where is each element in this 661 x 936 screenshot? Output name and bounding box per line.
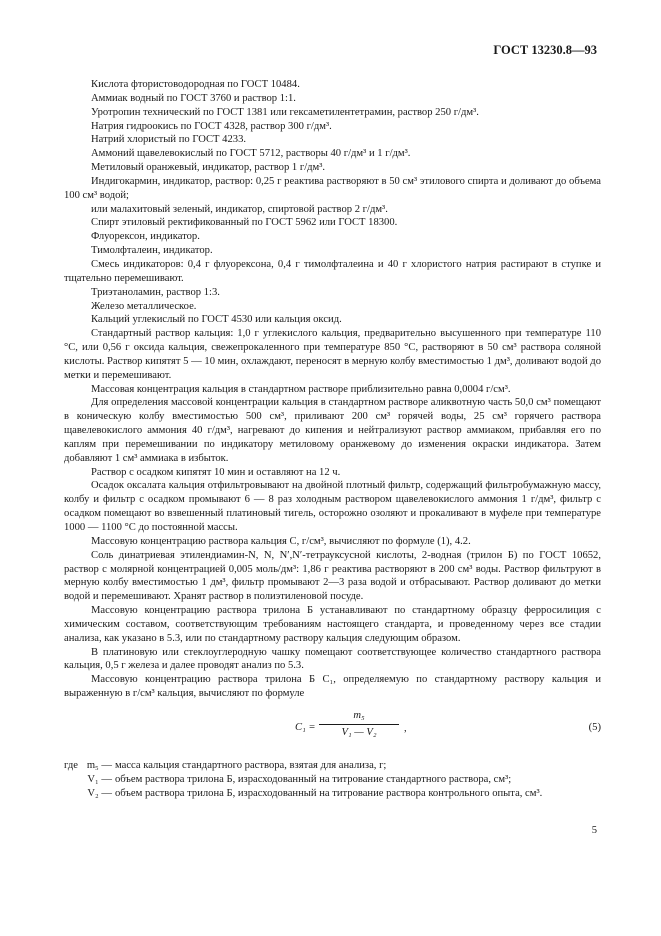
paragraph: Массовую концентрацию раствора кальция C, г/см³, вычисляют по формуле (1), 4.2. xyxy=(91,535,471,547)
paragraph: Раствор с осадком кипятят 10 мин и оставляют на 12 ч. xyxy=(91,466,341,478)
page-number: 5 xyxy=(591,825,597,836)
definitions-lead: где xyxy=(64,759,78,771)
paragraph: Смесь индикаторов: 0,4 г флуорексона, 0,4 г тимолфталеина и 40 г хлористого натрия растирают в ступке и тщательно перемешивают. xyxy=(64,258,601,284)
formula-fraction xyxy=(319,709,399,740)
formula-denominator: V₁ — V₂ xyxy=(341,726,377,738)
definition-symbol: m₅ — xyxy=(86,759,112,771)
definition-row xyxy=(64,787,601,801)
equation-number: (5) xyxy=(588,721,601,733)
definition-text: объем раствора трилона Б, израсходованный на титрование раствора контрольного опыта, см³. xyxy=(115,787,543,799)
formula-5 xyxy=(64,709,601,749)
paragraph: Соль динатриевая этилендиамин-N, N, N′,N′-тетрауксусной кислоты, 2-водная (трилон Б) по ГОСТ 10652, раствор с молярной концентрацией 0,005 моль/дм³: 1,86 г реактива растворяют в 200 см³ воды. Раствор фильтруют в мерную колбу вместимостью 1 дм³, фильтр промывают 2—3 раза водой и отбрасывают. Раствор доливают до метки водой и перемешивают. Хранят раствор в полиэтиленовой посуде. xyxy=(64,549,601,603)
definition-row xyxy=(64,773,601,787)
paragraph: Стандартный раствор кальция: 1,0 г углекислого кальция, предварительно высушенного при температуре 110 °С, или 0,56 г оксида кальция, свежепрокаленного при температуре 850 °С, растворяют в 50 см³ раствора соляной кислоты. Раствор кипятят 5 — 10 мин, охлаждают, переносят в мерную колбу вместимостью 1 дм³, доливают водой до метки и перемешивают. xyxy=(64,328,601,381)
formula-lhs: C₁ = xyxy=(295,721,316,733)
formula-tail: , xyxy=(404,722,407,734)
paragraph: Аммиак водный по ГОСТ 3760 и раствор 1:1. xyxy=(91,92,296,104)
paragraph: или малахитовый зеленый, индикатор, спиртовой раствор 2 г/дм³. xyxy=(91,203,388,215)
paragraph: Кальций углекислый по ГОСТ 4530 или кальция оксид. xyxy=(91,314,342,326)
definition-text: объем раствора трилона Б, израсходованный на титрование стандартного раствора, см³; xyxy=(115,773,512,785)
paragraph: Массовую концентрацию раствора трилона Б C₁, определяемую по стандартному раствору кальция и выраженную в г/см³ кальция, вычисляют по формуле xyxy=(64,674,601,700)
paragraph: Для определения массовой концентрации кальция в стандартном растворе аликвотную часть 50,0 см³ помещают в коническую колбу вместимостью 500 см³, приливают 200 см³ горячей воды, 25 см³ горячего раствора щавелевокислого аммония 40 г/дм³, нагревают до кипения и нейтрализуют раствор аммиаком, прибавляя его по каплям при перемешивании по индикатору метиловому оранжевому до изменения окраски индикатора. Затем добавляют 1 см³ аммиака в избыток. xyxy=(64,397,601,464)
definitions-list xyxy=(64,759,601,801)
definition-text: масса кальция стандартного раствора, взятая для анализа, г; xyxy=(115,759,387,771)
paragraph: Аммоний щавелевокислый по ГОСТ 5712, растворы 40 г/дм³ и 1 г/дм³. xyxy=(91,148,411,160)
formula-numerator: m₅ xyxy=(319,709,399,725)
paragraph: Кислота фтористоводородная по ГОСТ 10484. xyxy=(91,79,300,90)
paragraph: В платиновую или стеклоуглеродную чашку помещают соответствующее количество стандартного раствора кальция, 0,5 г железа и далее проводят анализ по 5.3. xyxy=(64,646,601,672)
paragraph: Тимолфталеин, индикатор. xyxy=(91,245,213,257)
paragraph: Массовую концентрацию раствора трилона Б устанавливают по стандартному образцу ферросилиция с химическим составом, соответствующим требованиям настоящего стандарта, и проведенному через все стадии анализа, как указано в 5.3, или по стандартному раствору кальция следующим образом. xyxy=(64,605,601,644)
paragraph: Метиловый оранжевый, индикатор, раствор 1 г/дм³. xyxy=(91,162,326,174)
definition-symbol: V₁ — xyxy=(87,773,112,785)
paragraph: Индигокармин, индикатор, раствор: 0,25 г реактива растворяют в 50 см³ этилового спирта и доливают до объема 100 см³ водой; xyxy=(64,175,601,201)
paragraph: Осадок оксалата кальция отфильтровывают на двойной плотный фильтр, содержащий фильтробумажную массу, колбу и фильтр с осадком промывают 6 — 8 раз холодным раствором щавелевокислого аммония 1 г/дм³, фильтр с осадком помещают во взвешенный платиновый тигель, осторожно озоляют и прокаливают в муфеле при температуре 1000 — 1100 °С до постоянной массы. xyxy=(64,480,601,533)
paragraph: Спирт этиловый ректификованный по ГОСТ 5962 или ГОСТ 18300. xyxy=(91,217,398,229)
paragraph: Уротропин технический по ГОСТ 1381 или гексаметилентетрамин, раствор 250 г/дм³. xyxy=(91,106,479,118)
document-header: ГОСТ 13230.8—93 xyxy=(493,43,597,57)
paragraph: Массовая концентрация кальция в стандартном растворе приблизительно равна 0,0004 г/см³. xyxy=(91,383,511,395)
definition-row xyxy=(64,759,601,773)
paragraph: Флуорексон, индикатор. xyxy=(91,231,200,243)
paragraph: Триэтаноламин, раствор 1:3. xyxy=(91,286,220,298)
paragraph: Натрий хлористый по ГОСТ 4233. xyxy=(91,134,247,146)
definition-symbol: V₂ — xyxy=(87,787,112,799)
document-body xyxy=(64,78,601,801)
paragraph: Натрия гидроокись по ГОСТ 4328, раствор 300 г/дм³. xyxy=(91,120,332,132)
paragraph: Железо металлическое. xyxy=(91,300,197,312)
